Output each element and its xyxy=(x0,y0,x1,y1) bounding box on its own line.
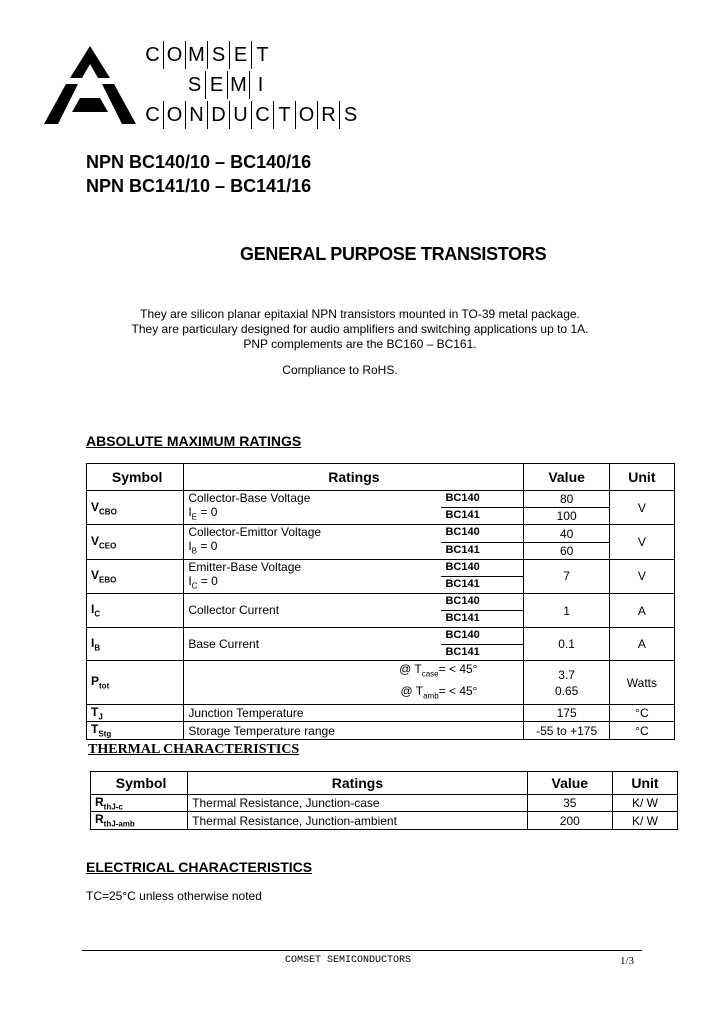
electrical-note: TC=25°C unless otherwise noted xyxy=(86,889,262,903)
title-line-1: NPN BC140/10 – BC140/16 xyxy=(86,152,312,172)
unit-cell: A xyxy=(609,594,674,628)
value-cell: 0.1 xyxy=(524,628,609,661)
logo-row-2 xyxy=(142,70,361,100)
table-row xyxy=(87,594,675,628)
unit-cell: Watts xyxy=(609,661,674,705)
header-value: Value xyxy=(527,772,612,795)
thermal-table xyxy=(90,771,678,830)
logo-letter: E xyxy=(230,41,252,69)
table-header-row xyxy=(91,772,678,795)
ratings-cell: @ $T_{case}= < 45^\circ$ @ $T_{amb}= < 45^\circ$ xyxy=(184,661,524,705)
ratings-cell: Emitter-Base Voltage $I_C = 0$ BC140 BC141 xyxy=(184,559,524,593)
header-ratings: Ratings xyxy=(188,772,528,795)
table-row xyxy=(87,628,675,661)
ratings-cell: Thermal Resistance, Junction-case xyxy=(188,795,528,812)
table-row xyxy=(87,722,675,739)
symbol-cell: $T_{Stg}$ xyxy=(87,722,184,739)
logo-letter: M xyxy=(186,41,208,69)
unit-cell: °C xyxy=(609,722,674,739)
symbol-cell: $V_{CBO}$ xyxy=(87,491,184,525)
table-row xyxy=(87,704,675,721)
value-cell: 1 xyxy=(524,594,609,628)
abs-max-table xyxy=(86,463,675,740)
logo-letter: T xyxy=(274,101,296,129)
value-cell: 3.7 0.65 xyxy=(524,661,609,705)
table-row xyxy=(87,525,675,559)
ratings-cell: Base Current BC140 BC141 xyxy=(184,628,524,661)
title-line-2: NPN BC141/10 – BC141/16 xyxy=(86,176,312,196)
header-ratings: Ratings xyxy=(184,464,524,491)
intro-line: PNP complements are the BC160 – BC161. xyxy=(243,337,477,351)
value-cell: 35 xyxy=(527,795,612,812)
ratings-cell: Junction Temperature xyxy=(184,704,524,721)
logo-letter: O xyxy=(164,41,186,69)
symbol-cell: $R_{thJ-c}$ xyxy=(91,795,188,812)
unit-cell: V xyxy=(609,559,674,593)
ratings-cell: Storage Temperature range xyxy=(184,722,524,739)
page-number: 1/3 xyxy=(620,955,635,967)
footer-company: COMSET SEMICONDUCTORS xyxy=(285,955,412,966)
unit-cell: V xyxy=(609,491,674,525)
logo-letter xyxy=(163,71,184,99)
logo-letter: C xyxy=(142,101,164,129)
value-cell: 7 xyxy=(524,559,609,593)
header-unit: Unit xyxy=(612,772,677,795)
table-row xyxy=(91,812,678,829)
ratings-cell: Collector-Base Voltage $I_E = 0$ BC140 BC141 xyxy=(184,491,524,525)
logo-letter: I xyxy=(257,74,264,96)
logo-letter: S xyxy=(343,104,358,126)
table-row xyxy=(91,795,678,812)
value-cell: 200 xyxy=(527,812,612,829)
logo-letter: N xyxy=(186,101,208,129)
intro-line: They are silicon planar epitaxial NPN transistors mounted in TO-39 metal package. xyxy=(140,307,580,321)
logo-letter: D xyxy=(208,101,230,129)
unit-cell: K/ W xyxy=(612,812,677,829)
compliance-note: Compliance to RoHS. xyxy=(282,363,398,377)
logo-letter: O xyxy=(164,101,186,129)
thermal-heading: THERMAL CHARACTERISTICS xyxy=(88,742,300,757)
page-heading: GENERAL PURPOSE TRANSISTORS xyxy=(240,244,547,264)
value-cell: 80 100 xyxy=(524,491,609,525)
symbol-cell: $V_{CEO}$ xyxy=(87,525,184,559)
table-row xyxy=(87,559,675,593)
value-cell: -55 to +175 xyxy=(524,722,609,739)
logo-letter: M xyxy=(228,71,250,99)
logo-letter: O xyxy=(296,101,318,129)
intro-text xyxy=(0,307,720,352)
symbol-cell: $I_C$ xyxy=(87,594,184,628)
logo-row-3 xyxy=(142,100,361,130)
comset-logo-icon xyxy=(44,46,136,126)
symbol-cell: $I_B$ xyxy=(87,628,184,661)
symbol-cell: $T_J$ xyxy=(87,704,184,721)
electrical-heading: ELECTRICAL CHARACTERISTICS xyxy=(86,859,313,875)
ratings-cell: Collector Current BC140 BC141 xyxy=(184,594,524,628)
value-cell: 40 60 xyxy=(524,525,609,559)
unit-cell: °C xyxy=(609,704,674,721)
logo-letter: T xyxy=(256,44,269,66)
logo-letter: R xyxy=(318,101,340,129)
logo-letter xyxy=(142,71,163,99)
value-cell: 175 xyxy=(524,704,609,721)
header-unit: Unit xyxy=(609,464,674,491)
logo-letter: S xyxy=(184,71,206,99)
logo-letter: S xyxy=(208,41,230,69)
table-header-row xyxy=(87,464,675,491)
symbol-cell: $P_{tot}$ xyxy=(87,661,184,705)
table-row xyxy=(87,661,675,705)
symbol-cell: $R_{thJ-amb}$ xyxy=(91,812,188,829)
unit-cell: A xyxy=(609,628,674,661)
symbol-cell: $V_{EBO}$ xyxy=(87,559,184,593)
logo-letter: E xyxy=(206,71,228,99)
logo-letter: C xyxy=(142,41,164,69)
logo-letter: C xyxy=(252,101,274,129)
header-value: Value xyxy=(524,464,609,491)
logo-row-1 xyxy=(142,40,361,70)
logo-wordmark xyxy=(142,40,361,130)
logo-letter: U xyxy=(230,101,252,129)
intro-line: They are particulary designed for audio amplifiers and switching applications up to 1A. xyxy=(131,322,589,336)
ratings-cell: Thermal Resistance, Junction-ambient xyxy=(188,812,528,829)
ratings-cell: Collector-Emittor Voltage $I_B = 0$ BC140 BC141 xyxy=(184,525,524,559)
table-row xyxy=(87,491,675,525)
footer-divider xyxy=(82,950,642,951)
abs-max-heading: ABSOLUTE MAXIMUM RATINGS xyxy=(86,433,302,449)
unit-cell: V xyxy=(609,525,674,559)
header-symbol: Symbol xyxy=(87,464,184,491)
header-symbol: Symbol xyxy=(91,772,188,795)
unit-cell: K/ W xyxy=(612,795,677,812)
